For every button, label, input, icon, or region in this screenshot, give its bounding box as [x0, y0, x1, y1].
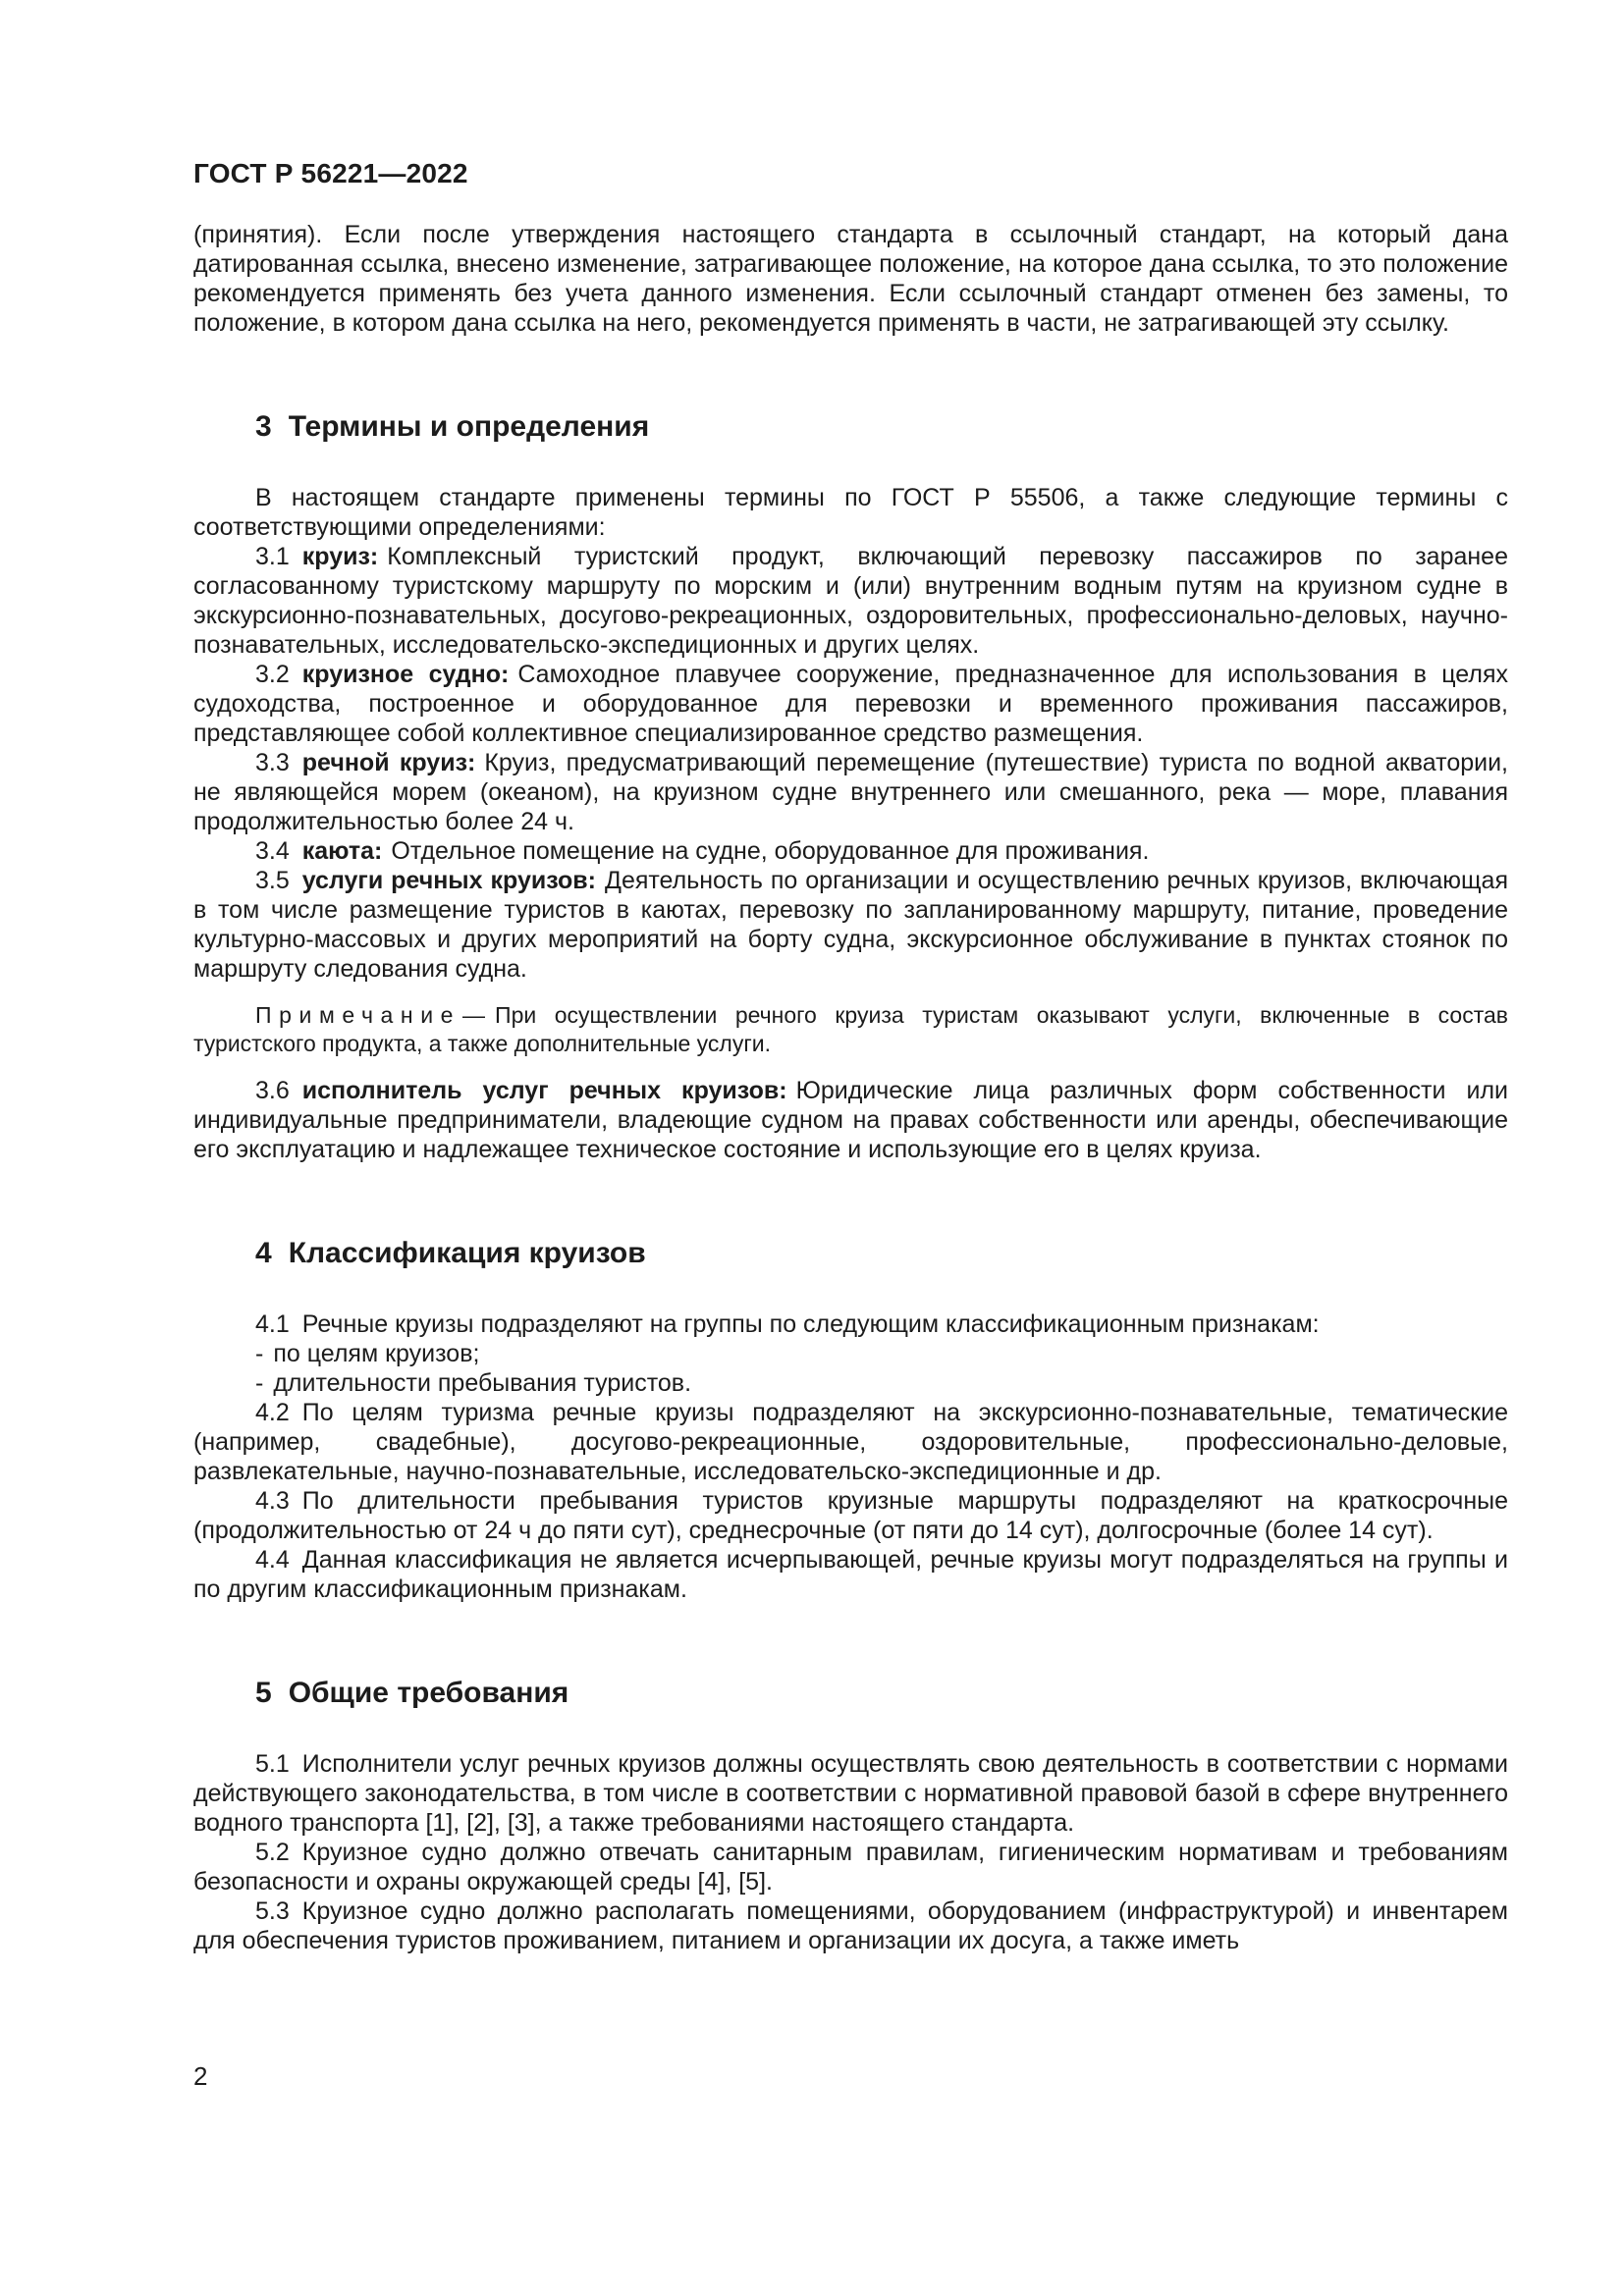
section-4-title: Классификация круизов	[288, 1237, 646, 1269]
list-item-text: длительности пребывания туристов.	[273, 1369, 692, 1397]
section-3-number: 3	[255, 410, 272, 443]
list-dash: -	[255, 1369, 264, 1397]
paragraph-text: Круизное судно должно отвечать санитарным правилам, гигиеническим нормативам и требованиям безопасности и охраны окружающей среды [4], [5].	[193, 1839, 1508, 1896]
paragraph-5-1	[193, 1749, 1508, 1838]
section-3-lead: В настоящем стандарте применены термины по ГОСТ Р 55506, а также следующие термины с соответствующими определениями:	[193, 484, 1508, 541]
section-5-title: Общие требования	[288, 1677, 569, 1709]
paragraph-text: Круизное судно должно располагать помещениями, оборудованием (инфраструктурой) и инвентарем для обеспечения туристов проживанием, питанием и организации их досуга, а также иметь	[193, 1897, 1508, 1954]
term-name: круизное судно:	[301, 661, 510, 688]
paragraph-number: 5.1	[255, 1750, 290, 1778]
paragraph-text: Данная классификация не является исчерпывающей, речные круизы могут подразделяться на группы и по другим классификационным признакам.	[193, 1546, 1508, 1603]
paragraph-number: 4.3	[255, 1487, 290, 1515]
section-5-number: 5	[255, 1677, 272, 1709]
paragraph-4-2	[193, 1398, 1508, 1486]
section-4-number: 4	[255, 1237, 272, 1269]
term-name: услуги речных круизов:	[301, 867, 597, 894]
term-definition: Деятельность по организации и осуществлению речных круизов, включающая в том числе размещение туристов в каютах, перевозку по запланированному маршруту, питание, проведение культурно-массовых и других мероприятий на борту судна, экскурсионное обслуживание в пунктах стоянок по маршруту следования судна.	[193, 867, 1509, 983]
term-paragraph-3-4	[193, 836, 1508, 866]
term-paragraph-3-6	[193, 1076, 1508, 1164]
term-definition: Комплексный туристский продукт, включающий перевозку пассажиров по заранее согласованному туристскому маршруту по морским и (или) внутренним водным путям на круизном судне в экскурсионно-познавательных, досугово-рекреационных, оздоровительных, профессионально-деловых, научно-познавательных, исследовательско-экспедиционных и других целях.	[193, 543, 1508, 659]
paragraph-text: По целям туризма речные круизы подразделяют на экскурсионно-познавательные, тематические (например, свадебные), досугово-рекреационные, оздоровительные, профессионально-деловые, развлекательные, научно-познавательные, исследовательско-экспедиционные и др.	[193, 1399, 1508, 1485]
term-name: каюта:	[301, 837, 383, 865]
term-definition: Отдельное помещение на судне, оборудованное для проживания.	[391, 837, 1150, 865]
term-paragraph-3-5	[193, 866, 1508, 984]
list-item-duration	[193, 1368, 1508, 1398]
section-5-heading	[193, 1675, 1508, 1712]
term-number: 3.1	[255, 543, 290, 570]
term-number: 3.4	[255, 837, 290, 865]
paragraph-text: По длительности пребывания туристов круизные маршруты подразделяют на краткосрочные (продолжительностью от 24 ч до пяти сут), среднесрочные (от пяти до 14 сут), долгосрочные (более 14 сут).	[193, 1487, 1508, 1544]
paragraph-text: Речные круизы подразделяют на группы по следующим классификационным признакам:	[301, 1310, 1320, 1338]
paragraph-4-1	[193, 1309, 1508, 1339]
list-item-goals	[193, 1339, 1508, 1368]
term-name: исполнитель услуг речных круизов:	[301, 1077, 787, 1104]
term-number: 3.5	[255, 867, 290, 894]
intro-paragraph: (принятия). Если после утверждения настоящего стандарта в ссылочный стандарт, на который дана датированная ссылка, внесено изменение, затрагивающее положение, на которое дана ссылка, то это положение рекомендуется применять без учета данного изменения. Если ссылочный стандарт отменен без замены, то положение, в котором дана ссылка на него, рекомендуется применять в части, не затрагивающей эту ссылку.	[193, 221, 1508, 337]
term-number: 3.2	[255, 661, 290, 688]
note-paragraph	[193, 1001, 1508, 1058]
section-3-heading	[193, 408, 1508, 446]
term-paragraph-3-1	[193, 542, 1508, 660]
paragraph-number: 5.2	[255, 1839, 290, 1866]
paragraph-number: 4.4	[255, 1546, 290, 1574]
paragraph-number: 5.3	[255, 1897, 290, 1925]
term-definition: Юридические лица различных форм собственности или индивидуальные предприниматели, владеющие судном на правах собственности или аренды, обеспечивающие его эксплуатацию и надлежащее техническое состояние и использующие его в целях круиза.	[193, 1077, 1508, 1163]
list-item-text: по целям круизов;	[273, 1340, 480, 1367]
term-paragraph-3-3	[193, 748, 1508, 836]
paragraph-5-3	[193, 1896, 1508, 1955]
term-number: 3.3	[255, 749, 290, 776]
term-definition: Круиз, предусматривающий перемещение (путешествие) туриста по водной акватории, не являющейся морем (океаном), на круизном судне внутреннего или смешанного, река — море, плавания продолжительностью более 24 ч.	[193, 749, 1509, 835]
note-dash: —	[462, 1002, 486, 1028]
term-number: 3.6	[255, 1077, 290, 1104]
note-label: Примечание	[255, 1002, 461, 1028]
paragraph-4-3	[193, 1486, 1508, 1545]
list-dash: -	[255, 1340, 264, 1367]
paragraph-text: Исполнители услуг речных круизов должны осуществлять свою деятельность в соответствии с нормами действующего законодательства, в том числе в соответствии с нормативной правовой базой в сфере внутреннего водного транспорта [1], [2], [3], а также требованиями настоящего стандарта.	[193, 1750, 1508, 1837]
term-name: круиз:	[301, 543, 379, 570]
term-name: речной круиз:	[301, 749, 476, 776]
section-3-title: Термины и определения	[288, 410, 650, 443]
page-number: 2	[193, 2061, 208, 2091]
paragraph-4-4	[193, 1545, 1508, 1604]
paragraph-number: 4.1	[255, 1310, 290, 1338]
paragraph-5-2	[193, 1838, 1508, 1896]
running-header: ГОСТ Р 56221—2022	[193, 158, 468, 188]
term-paragraph-3-2	[193, 660, 1508, 748]
paragraph-number: 4.2	[255, 1399, 290, 1426]
section-4-heading	[193, 1235, 1508, 1272]
note-text: При осуществлении речного круиза туристам оказывают услуги, включенные в состав туристского продукта, а также дополнительные услуги.	[193, 1002, 1508, 1056]
term-definition: Самоходное плавучее сооружение, предназначенное для использования в целях судоходства, построенное и оборудованное для перевозки и временного проживания пассажиров, представляющее собой коллективное специализированное средство размещения.	[193, 661, 1509, 747]
